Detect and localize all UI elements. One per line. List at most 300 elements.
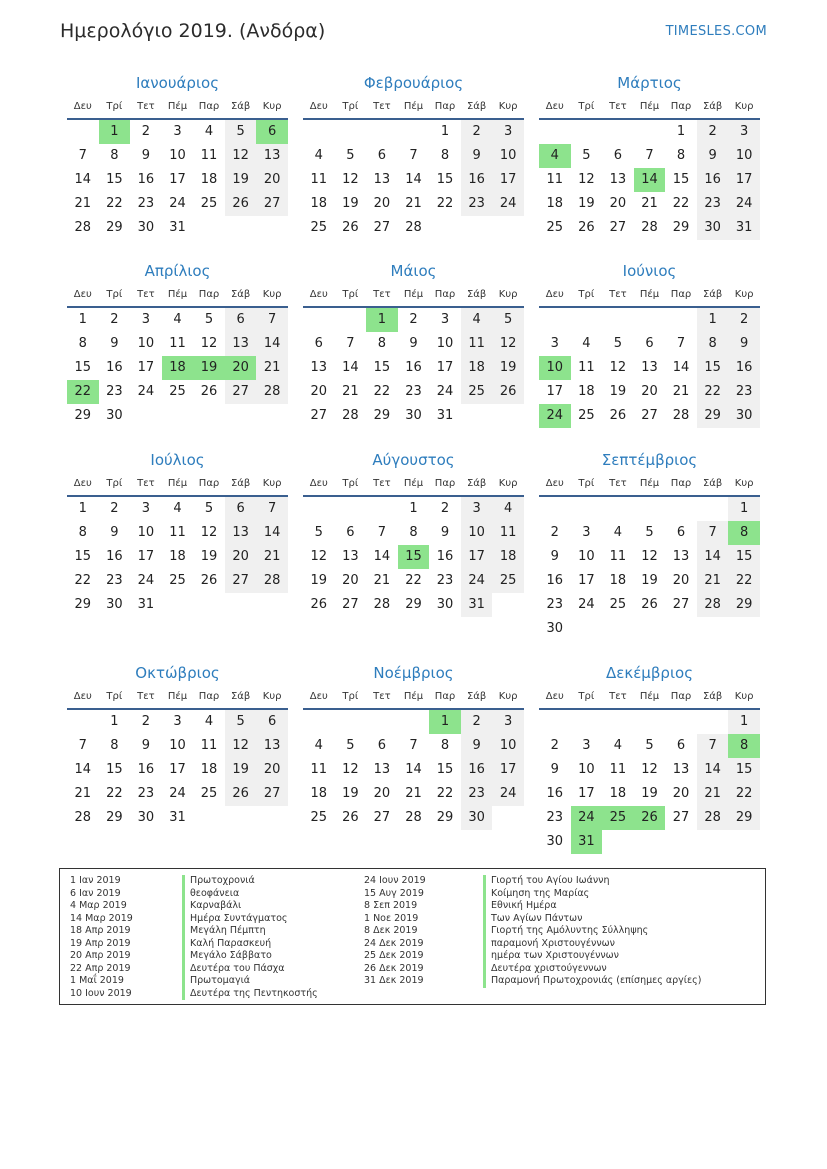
day-cell[interactable]: 12	[225, 144, 257, 168]
day-cell[interactable]: 31	[436, 408, 454, 423]
day-cell[interactable]: 2	[697, 120, 729, 144]
day-cell[interactable]: 13	[310, 360, 328, 375]
day-cell[interactable]: 17	[578, 786, 595, 801]
day-cell[interactable]: 24	[539, 404, 571, 428]
day-cell[interactable]: 7	[697, 521, 729, 545]
day-cell[interactable]: 12	[310, 549, 328, 564]
day-cell[interactable]: 10	[539, 356, 571, 380]
day-cell[interactable]: 25	[200, 786, 218, 801]
day-cell[interactable]: 26	[310, 597, 328, 612]
day-cell[interactable]: 8	[110, 148, 119, 163]
day-cell[interactable]: 7	[256, 497, 288, 521]
day-cell[interactable]: 11	[200, 148, 218, 163]
day-cell[interactable]: 23	[546, 810, 564, 825]
day-cell[interactable]: 28	[697, 593, 729, 617]
day-cell[interactable]: 13	[672, 549, 690, 564]
day-cell[interactable]: 22	[405, 573, 422, 588]
day-cell[interactable]: 14	[373, 549, 391, 564]
day-cell[interactable]: 13	[256, 144, 288, 168]
day-cell[interactable]: 16	[728, 356, 760, 380]
day-cell[interactable]: 30	[405, 408, 422, 423]
day-cell[interactable]: 4	[539, 144, 571, 168]
day-cell[interactable]: 8	[78, 525, 87, 540]
day-cell[interactable]: 15	[74, 549, 92, 564]
day-cell[interactable]: 19	[609, 384, 627, 399]
day-cell[interactable]: 24	[728, 192, 760, 216]
day-cell[interactable]: 29	[436, 810, 454, 825]
day-cell[interactable]: 24	[436, 384, 454, 399]
day-cell[interactable]: 4	[314, 738, 323, 753]
day-cell[interactable]: 2	[110, 312, 119, 327]
day-cell[interactable]: 14	[697, 545, 729, 569]
day-cell[interactable]: 19	[225, 168, 257, 192]
day-cell[interactable]: 13	[373, 762, 391, 777]
day-cell[interactable]: 16	[461, 758, 493, 782]
day-cell[interactable]: 21	[256, 545, 288, 569]
day-cell[interactable]: 10	[169, 148, 186, 163]
day-cell[interactable]: 21	[373, 573, 391, 588]
day-cell[interactable]: 15	[74, 360, 92, 375]
day-cell[interactable]: 29	[106, 810, 123, 825]
day-cell[interactable]: 7	[78, 148, 87, 163]
day-cell[interactable]: 4	[492, 497, 524, 521]
day-cell[interactable]: 16	[106, 549, 123, 564]
day-cell[interactable]: 5	[492, 308, 524, 332]
day-cell[interactable]: 8	[377, 336, 387, 351]
day-cell[interactable]: 23	[137, 786, 155, 801]
day-cell[interactable]: 16	[697, 168, 729, 192]
day-cell[interactable]: 27	[256, 782, 288, 806]
day-cell[interactable]: 6	[225, 497, 257, 521]
day-cell[interactable]: 21	[405, 196, 422, 211]
day-cell[interactable]: 3	[173, 714, 182, 729]
day-cell[interactable]: 6	[676, 525, 686, 540]
day-cell[interactable]: 6	[314, 336, 323, 351]
day-cell[interactable]: 3	[492, 120, 524, 144]
day-cell[interactable]: 23	[137, 196, 155, 211]
day-cell[interactable]: 2	[461, 710, 493, 734]
day-cell[interactable]: 30	[546, 834, 564, 849]
day-cell[interactable]: 3	[550, 336, 559, 351]
day-cell[interactable]: 10	[578, 549, 595, 564]
day-cell[interactable]: 30	[106, 597, 123, 612]
day-cell[interactable]: 15	[106, 762, 123, 777]
day-cell[interactable]: 19	[342, 786, 359, 801]
day-cell[interactable]: 11	[492, 521, 524, 545]
day-cell[interactable]: 4	[173, 501, 182, 516]
day-cell[interactable]: 1	[366, 308, 398, 332]
day-cell[interactable]: 5	[314, 525, 323, 540]
day-cell[interactable]: 18	[492, 545, 524, 569]
day-cell[interactable]: 7	[409, 148, 418, 163]
day-cell[interactable]: 24	[492, 192, 524, 216]
day-cell[interactable]: 17	[546, 384, 564, 399]
day-cell[interactable]: 1	[110, 714, 119, 729]
day-cell[interactable]: 4	[461, 308, 493, 332]
day-cell[interactable]: 16	[405, 360, 422, 375]
day-cell[interactable]: 6	[225, 308, 257, 332]
day-cell[interactable]: 30	[728, 404, 760, 428]
day-cell[interactable]: 7	[346, 336, 355, 351]
day-cell[interactable]: 20	[672, 786, 690, 801]
day-cell[interactable]: 4	[613, 738, 623, 753]
day-cell[interactable]: 6	[256, 710, 288, 734]
day-cell[interactable]: 7	[676, 336, 686, 351]
day-cell[interactable]: 2	[440, 501, 450, 516]
day-cell[interactable]: 8	[728, 734, 760, 758]
day-cell[interactable]: 23	[436, 573, 454, 588]
day-cell[interactable]: 12	[342, 172, 359, 187]
day-cell[interactable]: 5	[645, 525, 654, 540]
day-cell[interactable]: 4	[173, 312, 182, 327]
day-cell[interactable]: 20	[225, 356, 257, 380]
day-cell[interactable]: 20	[342, 573, 359, 588]
day-cell[interactable]: 20	[256, 168, 288, 192]
day-cell[interactable]: 2	[550, 525, 559, 540]
day-cell[interactable]: 10	[492, 734, 524, 758]
day-cell[interactable]: 21	[672, 384, 690, 399]
day-cell[interactable]: 17	[169, 762, 186, 777]
day-cell[interactable]: 9	[141, 148, 151, 163]
day-cell[interactable]: 1	[676, 124, 686, 139]
day-cell[interactable]: 24	[169, 786, 186, 801]
day-cell[interactable]: 28	[342, 408, 359, 423]
day-cell[interactable]: 12	[200, 525, 218, 540]
day-cell[interactable]: 2	[409, 312, 418, 327]
day-cell[interactable]: 6	[377, 148, 387, 163]
day-cell[interactable]: 21	[697, 569, 729, 593]
day-cell[interactable]: 16	[137, 172, 155, 187]
day-cell[interactable]: 11	[609, 549, 627, 564]
day-cell[interactable]: 12	[225, 734, 257, 758]
day-cell[interactable]: 28	[641, 220, 658, 235]
day-cell[interactable]: 16	[546, 573, 564, 588]
day-cell[interactable]: 14	[405, 762, 422, 777]
day-cell[interactable]: 26	[225, 782, 257, 806]
day-cell[interactable]: 10	[578, 762, 595, 777]
day-cell[interactable]: 14	[672, 360, 690, 375]
day-cell[interactable]: 3	[141, 501, 151, 516]
day-cell[interactable]: 14	[697, 758, 729, 782]
day-cell[interactable]: 8	[728, 521, 760, 545]
day-cell[interactable]: 15	[373, 360, 391, 375]
day-cell[interactable]: 28	[373, 597, 391, 612]
day-cell[interactable]: 8	[110, 738, 119, 753]
day-cell[interactable]: 25	[169, 573, 186, 588]
day-cell[interactable]: 12	[641, 762, 658, 777]
day-cell[interactable]: 16	[106, 360, 123, 375]
day-cell[interactable]: 26	[200, 573, 218, 588]
day-cell[interactable]: 23	[106, 573, 123, 588]
day-cell[interactable]: 9	[550, 762, 559, 777]
day-cell[interactable]: 5	[204, 501, 214, 516]
day-cell[interactable]: 11	[609, 762, 627, 777]
day-cell[interactable]: 24	[461, 569, 493, 593]
day-cell[interactable]: 15	[436, 172, 454, 187]
day-cell[interactable]: 11	[310, 172, 328, 187]
day-cell[interactable]: 9	[440, 525, 450, 540]
day-cell[interactable]: 18	[609, 786, 627, 801]
day-cell[interactable]: 17	[169, 172, 186, 187]
day-cell[interactable]: 2	[110, 501, 119, 516]
day-cell[interactable]: 17	[436, 360, 454, 375]
day-cell[interactable]: 8	[440, 148, 450, 163]
day-cell[interactable]: 5	[582, 148, 591, 163]
day-cell[interactable]: 31	[169, 220, 186, 235]
day-cell[interactable]: 6	[676, 738, 686, 753]
day-cell[interactable]: 4	[582, 336, 591, 351]
day-cell[interactable]: 11	[461, 332, 493, 356]
day-cell[interactable]: 2	[461, 120, 493, 144]
day-cell[interactable]: 12	[342, 762, 359, 777]
day-cell[interactable]: 9	[728, 332, 760, 356]
day-cell[interactable]: 8	[409, 525, 418, 540]
day-cell[interactable]: 5	[346, 738, 355, 753]
day-cell[interactable]: 18	[578, 384, 595, 399]
day-cell[interactable]: 15	[398, 545, 430, 569]
day-cell[interactable]: 30	[106, 408, 123, 423]
day-cell[interactable]: 17	[461, 545, 493, 569]
day-cell[interactable]: 19	[641, 573, 658, 588]
day-cell[interactable]: 28	[697, 806, 729, 830]
day-cell[interactable]: 16	[137, 762, 155, 777]
day-cell[interactable]: 13	[225, 332, 257, 356]
day-cell[interactable]: 16	[461, 168, 493, 192]
day-cell[interactable]: 4	[314, 148, 323, 163]
day-cell[interactable]: 22	[436, 786, 454, 801]
day-cell[interactable]: 27	[256, 192, 288, 216]
day-cell[interactable]: 31	[137, 597, 155, 612]
day-cell[interactable]: 26	[609, 408, 627, 423]
day-cell[interactable]: 30	[137, 810, 155, 825]
day-cell[interactable]: 19	[225, 758, 257, 782]
day-cell[interactable]: 1	[728, 497, 760, 521]
day-cell[interactable]: 18	[461, 356, 493, 380]
day-cell[interactable]: 24	[169, 196, 186, 211]
day-cell[interactable]: 6	[645, 336, 654, 351]
day-cell[interactable]: 31	[728, 216, 760, 240]
day-cell[interactable]: 31	[461, 593, 493, 617]
day-cell[interactable]: 22	[106, 786, 123, 801]
day-cell[interactable]: 13	[225, 521, 257, 545]
day-cell[interactable]: 3	[461, 497, 493, 521]
day-cell[interactable]: 9	[409, 336, 418, 351]
day-cell[interactable]: 21	[697, 782, 729, 806]
day-cell[interactable]: 24	[578, 597, 595, 612]
day-cell[interactable]: 8	[676, 148, 686, 163]
day-cell[interactable]: 18	[310, 786, 328, 801]
day-cell[interactable]: 5	[225, 120, 257, 144]
day-cell[interactable]: 19	[492, 356, 524, 380]
day-cell[interactable]: 19	[641, 786, 658, 801]
day-cell[interactable]: 18	[200, 172, 218, 187]
day-cell[interactable]: 27	[609, 220, 627, 235]
day-cell[interactable]: 27	[373, 810, 391, 825]
day-cell[interactable]: 19	[342, 196, 359, 211]
day-cell[interactable]: 3	[440, 312, 450, 327]
day-cell[interactable]: 11	[200, 738, 218, 753]
day-cell[interactable]: 30	[137, 220, 155, 235]
day-cell[interactable]: 18	[200, 762, 218, 777]
day-cell[interactable]: 12	[641, 549, 658, 564]
day-cell[interactable]: 29	[106, 220, 123, 235]
day-cell[interactable]: 18	[546, 196, 564, 211]
day-cell[interactable]: 30	[461, 806, 493, 830]
day-cell[interactable]: 31	[169, 810, 186, 825]
day-cell[interactable]: 7	[645, 148, 654, 163]
day-cell[interactable]: 26	[578, 220, 595, 235]
day-cell[interactable]: 27	[342, 597, 359, 612]
day-cell[interactable]: 30	[697, 216, 729, 240]
day-cell[interactable]: 18	[609, 573, 627, 588]
day-cell[interactable]: 23	[405, 384, 422, 399]
day-cell[interactable]: 3	[582, 738, 591, 753]
day-cell[interactable]: 4	[204, 124, 214, 139]
day-cell[interactable]: 27	[225, 380, 257, 404]
day-cell[interactable]: 17	[137, 549, 155, 564]
day-cell[interactable]: 11	[310, 762, 328, 777]
day-cell[interactable]: 24	[492, 782, 524, 806]
day-cell[interactable]: 8	[440, 738, 450, 753]
day-cell[interactable]: 25	[200, 196, 218, 211]
day-cell[interactable]: 14	[256, 332, 288, 356]
day-cell[interactable]: 9	[110, 336, 119, 351]
day-cell[interactable]: 1	[99, 120, 131, 144]
day-cell[interactable]: 1	[728, 710, 760, 734]
day-cell[interactable]: 26	[641, 597, 658, 612]
day-cell[interactable]: 21	[256, 356, 288, 380]
day-cell[interactable]: 24	[137, 573, 155, 588]
day-cell[interactable]: 7	[697, 734, 729, 758]
day-cell[interactable]: 10	[169, 738, 186, 753]
day-cell[interactable]: 15	[697, 356, 729, 380]
day-cell[interactable]: 29	[405, 597, 422, 612]
day-cell[interactable]: 9	[461, 144, 493, 168]
day-cell[interactable]: 13	[342, 549, 359, 564]
day-cell[interactable]: 7	[409, 738, 418, 753]
day-cell[interactable]: 24	[571, 806, 603, 830]
day-cell[interactable]: 4	[613, 525, 623, 540]
day-cell[interactable]: 15	[728, 545, 760, 569]
day-cell[interactable]: 19	[310, 573, 328, 588]
day-cell[interactable]: 18	[162, 356, 194, 380]
day-cell[interactable]: 5	[346, 148, 355, 163]
day-cell[interactable]: 6	[346, 525, 355, 540]
day-cell[interactable]: 21	[74, 786, 92, 801]
day-cell[interactable]: 13	[256, 734, 288, 758]
day-cell[interactable]: 9	[141, 738, 151, 753]
day-cell[interactable]: 8	[78, 336, 87, 351]
day-cell[interactable]: 17	[728, 168, 760, 192]
day-cell[interactable]: 21	[405, 786, 422, 801]
day-cell[interactable]: 2	[141, 714, 151, 729]
day-cell[interactable]: 2	[728, 308, 760, 332]
day-cell[interactable]: 20	[310, 384, 328, 399]
day-cell[interactable]: 10	[728, 144, 760, 168]
day-cell[interactable]: 14	[342, 360, 359, 375]
day-cell[interactable]: 25	[461, 380, 493, 404]
day-cell[interactable]: 14	[74, 172, 92, 187]
day-cell[interactable]: 20	[256, 758, 288, 782]
day-cell[interactable]: 22	[728, 569, 760, 593]
day-cell[interactable]: 24	[137, 384, 155, 399]
day-cell[interactable]: 5	[225, 710, 257, 734]
day-cell[interactable]: 18	[169, 549, 186, 564]
day-cell[interactable]: 3	[582, 525, 591, 540]
day-cell[interactable]: 27	[672, 810, 690, 825]
day-cell[interactable]: 23	[546, 597, 564, 612]
day-cell[interactable]: 7	[377, 525, 387, 540]
day-cell[interactable]: 2	[550, 738, 559, 753]
day-cell[interactable]: 1	[78, 501, 87, 516]
day-cell[interactable]: 6	[256, 120, 288, 144]
day-cell[interactable]: 28	[405, 220, 422, 235]
day-cell[interactable]: 20	[373, 196, 391, 211]
day-cell[interactable]: 14	[256, 521, 288, 545]
day-cell[interactable]: 1	[78, 312, 87, 327]
day-cell[interactable]: 17	[492, 168, 524, 192]
day-cell[interactable]: 16	[436, 549, 454, 564]
day-cell[interactable]: 22	[728, 782, 760, 806]
day-cell[interactable]: 7	[256, 308, 288, 332]
day-cell[interactable]: 6	[377, 738, 387, 753]
day-cell[interactable]: 5	[645, 738, 654, 753]
day-cell[interactable]: 31	[571, 830, 603, 854]
day-cell[interactable]: 26	[342, 220, 359, 235]
day-cell[interactable]: 22	[672, 196, 690, 211]
day-cell[interactable]: 27	[373, 220, 391, 235]
day-cell[interactable]: 25	[578, 408, 595, 423]
day-cell[interactable]: 29	[373, 408, 391, 423]
day-cell[interactable]: 1	[409, 501, 418, 516]
day-cell[interactable]: 3	[492, 710, 524, 734]
day-cell[interactable]: 30	[546, 621, 564, 636]
day-cell[interactable]: 11	[578, 360, 595, 375]
day-cell[interactable]: 29	[728, 806, 760, 830]
day-cell[interactable]: 3	[173, 124, 182, 139]
day-cell[interactable]: 15	[672, 172, 690, 187]
day-cell[interactable]: 25	[492, 569, 524, 593]
day-cell[interactable]: 14	[405, 172, 422, 187]
day-cell[interactable]: 9	[461, 734, 493, 758]
day-cell[interactable]: 20	[373, 786, 391, 801]
day-cell[interactable]: 7	[78, 738, 87, 753]
day-cell[interactable]: 17	[578, 573, 595, 588]
day-cell[interactable]: 18	[310, 196, 328, 211]
day-cell[interactable]: 28	[256, 569, 288, 593]
day-cell[interactable]: 28	[672, 408, 690, 423]
day-cell[interactable]: 11	[169, 336, 186, 351]
day-cell[interactable]: 26	[225, 192, 257, 216]
day-cell[interactable]: 27	[672, 597, 690, 612]
day-cell[interactable]: 17	[137, 360, 155, 375]
day-cell[interactable]: 25	[602, 806, 634, 830]
day-cell[interactable]: 13	[672, 762, 690, 777]
day-cell[interactable]: 23	[461, 782, 493, 806]
day-cell[interactable]: 22	[697, 380, 729, 404]
day-cell[interactable]: 1	[697, 308, 729, 332]
day-cell[interactable]: 5	[613, 336, 623, 351]
day-cell[interactable]: 20	[609, 196, 627, 211]
day-cell[interactable]: 28	[74, 220, 92, 235]
day-cell[interactable]: 15	[106, 172, 123, 187]
day-cell[interactable]: 27	[310, 408, 328, 423]
day-cell[interactable]: 29	[728, 593, 760, 617]
day-cell[interactable]: 25	[310, 810, 328, 825]
day-cell[interactable]: 23	[728, 380, 760, 404]
day-cell[interactable]: 23	[461, 192, 493, 216]
day-cell[interactable]: 29	[74, 408, 92, 423]
